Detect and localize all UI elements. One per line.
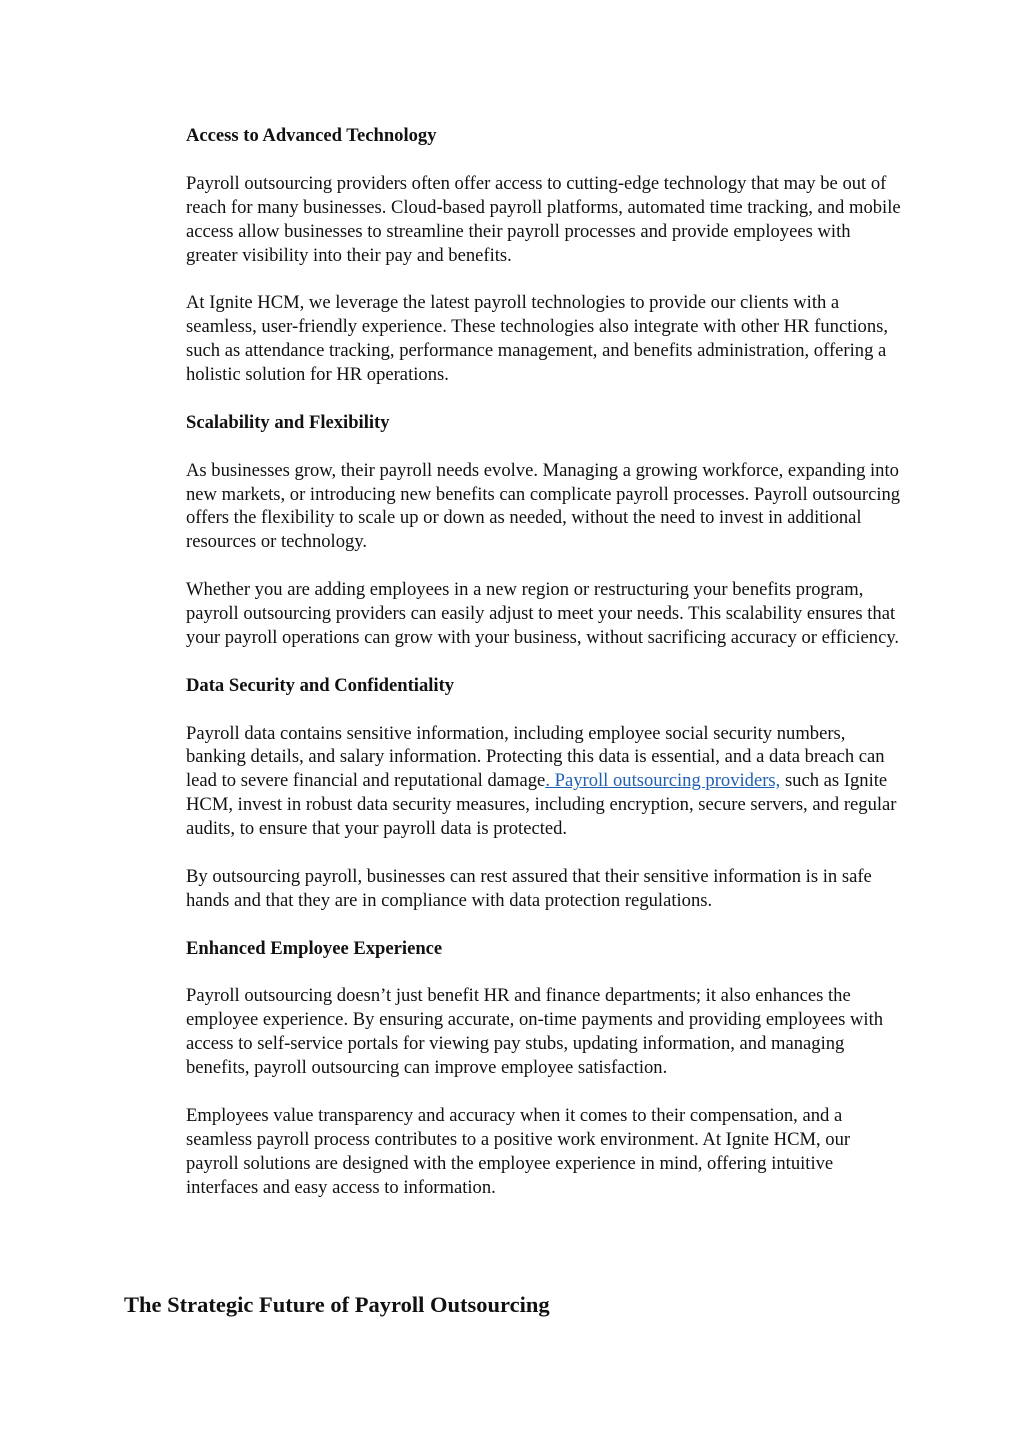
section-heading-advanced-technology: Access to Advanced Technology [186, 125, 437, 146]
paragraph-employee-experience-1: Payroll outsourcing doesn’t just benefit HR and finance departments; it also enhances the employee experience. By ensuring accurate, on-time payments and providing employees with access to self-service portals for viewing pay stubs, updating information, and managing benefits, payroll outsourcing can improve employee satisfaction. [186, 985, 884, 1079]
section-heading-scalability: Scalability and Flexibility [186, 411, 390, 433]
payroll-outsourcing-providers-link[interactable]: . Payroll outsourcing providers, [545, 770, 781, 792]
paragraph-scalability-1: As businesses grow, their payroll needs evolve. Managing a growing workforce, expanding into new markets, or introducing new benefits can complicate payroll processes. Payroll outsourcing offers the flexibility to scale up or down as needed, without the need to invest in additional resources or technology. [186, 459, 901, 553]
section-heading-data-security: Data Security and Confidentiality [186, 674, 455, 696]
document-body [186, 124, 902, 1224]
paragraph-scalability-2: Whether you are adding employees in a new region or restructuring your benefits program, payroll outsourcing providers can easily adjust to meet your needs. This scalability ensures that your payroll operations can grow with your business, without sacrificing accuracy or efficiency. [186, 579, 900, 648]
paragraph-data-security-1-text-after: such as Ignite HCM, invest in robust data security measures, including encryption, secure servers, and regular audits, to ensure that your payroll data is protected. [186, 770, 897, 840]
paragraph-employee-experience-2: Employees value transparency and accuracy when it comes to their compensation, and a seamless payroll process contributes to a positive work environment. At Ignite HCM, our payroll solutions are designed with the employee experience in mind, offering intuitive interfaces and easy access to information. [186, 1104, 851, 1198]
paragraph-data-security-1-text-before: Payroll data contains sensitive information, including employee social security numbers, banking details, and salary information. Protecting this data is essential, and a data breach can lead to severe financial and reputational damage [186, 722, 885, 792]
paragraph-data-security-2: By outsourcing payroll, businesses can rest assured that their sensitive information is in safe hands and that they are in compliance with data protection regulations. [186, 865, 872, 911]
footer-heading-strategic-future: The Strategic Future of Payroll Outsourcing [124, 1292, 550, 1317]
section-heading-employee-experience: Enhanced Employee Experience [186, 937, 443, 959]
paragraph-advanced-technology-2: At Ignite HCM, we leverage the latest payroll technologies to provide our clients with a seamless, user-friendly experience. These technologies also integrate with other HR functions, such as attendance tracking, performance management, and benefits administration, offering a holistic solution for HR operations. [186, 292, 889, 386]
paragraph-advanced-technology-1: Payroll outsourcing providers often offer access to cutting-edge technology that may be out of reach for many businesses. Cloud-based payroll platforms, automated time tracking, and mobile access allow businesses to streamline their payroll processes and provide employees with greater visibility into their pay and benefits. [186, 172, 901, 266]
paragraph-data-security-1 [186, 722, 902, 842]
